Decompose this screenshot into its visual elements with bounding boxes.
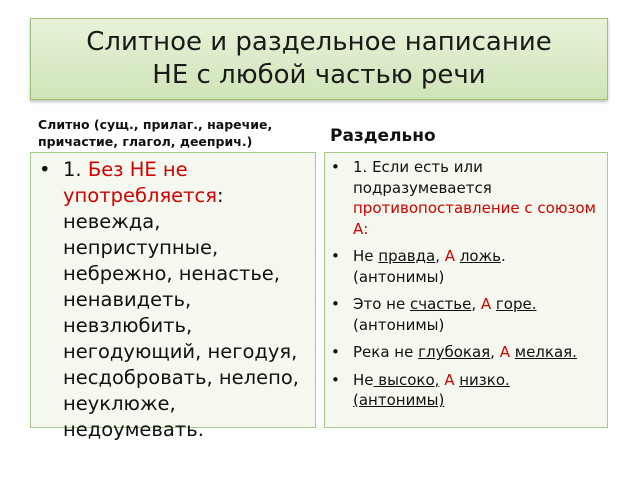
example-prefix: Река не	[353, 343, 419, 361]
left-list-item	[63, 157, 307, 443]
slide-title	[30, 18, 608, 100]
conjunction-a: А	[499, 343, 510, 361]
conjunction-a: А	[480, 295, 492, 313]
example-words: невежда, неприступные, небрежно, ненастье, ненавидеть, невзлюбить, негодующий, негодуя, несдобровать, нелепо, неуклюже, недоумевать.	[63, 210, 299, 441]
rule-colon: :	[216, 184, 224, 207]
example-prefix: Не	[353, 247, 379, 265]
conjunction-a: А	[444, 247, 456, 265]
conjunction-a: А	[444, 370, 455, 389]
right-content-box	[324, 152, 608, 428]
left-heading-line-1: Слитно (сущ., прилаг., наречие,	[38, 117, 273, 132]
rule-item	[353, 157, 601, 239]
left-heading-line-2: причастие, глагол, дееприч.)	[38, 134, 253, 149]
example-word-2: горе.	[495, 295, 537, 313]
example-item	[353, 370, 601, 411]
left-column-heading	[38, 116, 328, 150]
left-list	[31, 153, 315, 443]
example-item	[353, 246, 601, 287]
rule-text: 1. Если есть или подразумевается	[353, 158, 492, 197]
example-separator: ,	[435, 247, 445, 265]
example-separator: ,	[471, 295, 481, 313]
example-word-1: правда	[378, 247, 436, 265]
example-suffix: . (антонимы)	[353, 247, 506, 286]
example-word-2: низко.	[459, 370, 510, 389]
example-word-2: ложь	[459, 247, 501, 265]
left-content-box	[30, 152, 316, 441]
right-list	[325, 153, 607, 411]
example-item	[353, 294, 601, 335]
title-line-1: Слитное и раздельное написание	[86, 27, 552, 57]
item-number: 1.	[63, 158, 88, 181]
title-line-2: НЕ с любой частью речи	[152, 60, 486, 90]
example-prefix: Это не	[353, 295, 410, 313]
example-suffix: (антонимы)	[353, 315, 445, 334]
example-word-1: счастье	[409, 295, 472, 313]
example-suffix: (антонимы)	[353, 391, 445, 409]
example-separator: ,	[490, 343, 500, 361]
example-word-1: высоко,	[373, 370, 440, 389]
rule-highlight: Без НЕ не употребляется	[63, 158, 217, 207]
right-column-heading: Раздельно	[330, 126, 436, 146]
example-item	[353, 342, 601, 363]
example-word-1: глубокая	[418, 343, 491, 361]
example-prefix: Не	[353, 370, 374, 389]
rule-highlight: противопоставление с союзом А:	[353, 199, 596, 238]
example-word-2: мелкая.	[514, 343, 577, 361]
